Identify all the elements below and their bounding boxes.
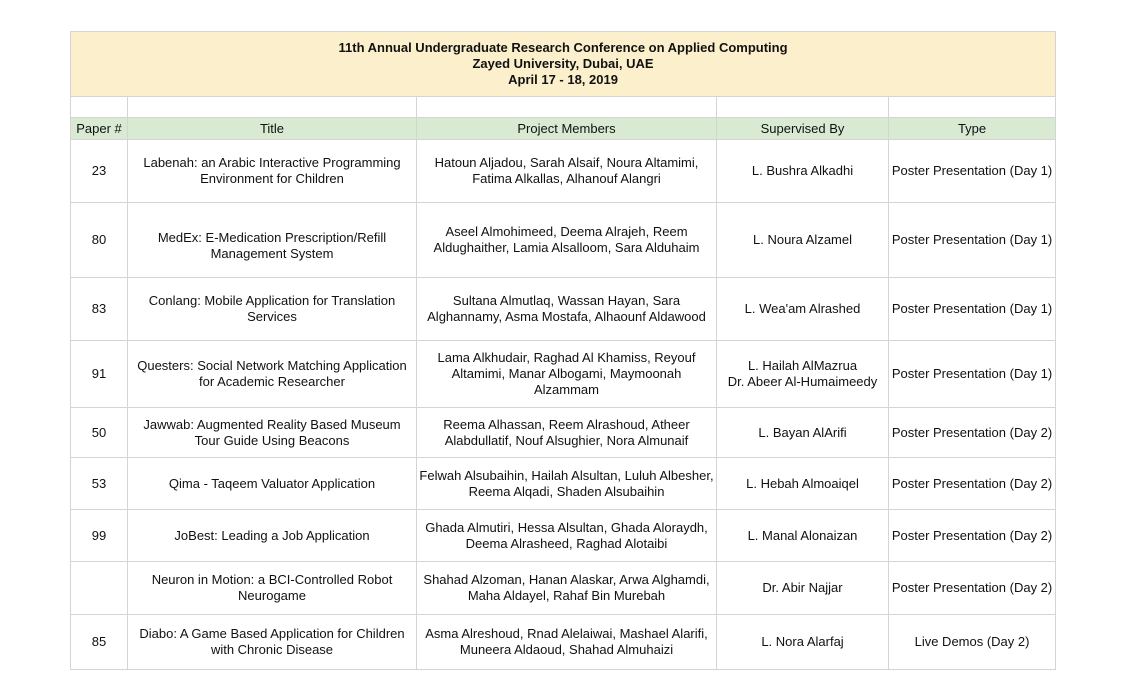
empty-cell[interactable] (717, 97, 889, 118)
type-cell[interactable]: Poster Presentation (Day 2) (889, 408, 1056, 458)
header-paper-number[interactable]: Paper # (71, 118, 128, 140)
header-project-members[interactable]: Project Members (417, 118, 717, 140)
paper-number-cell[interactable] (71, 562, 128, 615)
type-cell[interactable]: Poster Presentation (Day 1) (889, 203, 1056, 278)
spacer-row (71, 97, 1056, 118)
title-cell[interactable]: Diabo: A Game Based Application for Children with Chronic Disease (128, 615, 417, 670)
supervisor-cell[interactable]: L. Bushra Alkadhi (717, 140, 889, 203)
members-cell[interactable]: Sultana Almutlaq, Wassan Hayan, Sara Alghannamy, Asma Mostafa, Alhaounf Aldawood (417, 278, 717, 341)
empty-cell[interactable] (128, 97, 417, 118)
title-cell[interactable]: Labenah: an Arabic Interactive Programming Environment for Children (128, 140, 417, 203)
type-cell[interactable]: Poster Presentation (Day 2) (889, 458, 1056, 510)
type-cell[interactable]: Poster Presentation (Day 1) (889, 140, 1056, 203)
table-row (71, 458, 1056, 510)
type-cell[interactable]: Poster Presentation (Day 1) (889, 341, 1056, 408)
conference-title-row (71, 32, 1056, 97)
paper-number-cell[interactable]: 83 (71, 278, 128, 341)
members-cell[interactable]: Aseel Almohimeed, Deema Alrajeh, Reem Aldughaither, Lamia Alsalloom, Sara Alduhaim (417, 203, 717, 278)
title-cell[interactable]: MedEx: E-Medication Prescription/Refill Management System (128, 203, 417, 278)
table-row (71, 562, 1056, 615)
table-row (71, 278, 1056, 341)
paper-number-cell[interactable]: 80 (71, 203, 128, 278)
title-cell[interactable]: Jawwab: Augmented Reality Based Museum Tour Guide Using Beacons (128, 408, 417, 458)
type-cell[interactable]: Poster Presentation (Day 2) (889, 562, 1056, 615)
empty-cell[interactable] (71, 97, 128, 118)
supervisor-cell[interactable]: L. Nora Alarfaj (717, 615, 889, 670)
members-cell[interactable]: Lama Alkhudair, Raghad Al Khamiss, Reyouf Altamimi, Manar Albogami, Maymoonah Alzammam (417, 341, 717, 408)
empty-cell[interactable] (889, 97, 1056, 118)
type-cell[interactable]: Live Demos (Day 2) (889, 615, 1056, 670)
paper-number-cell[interactable]: 53 (71, 458, 128, 510)
supervisor-cell[interactable]: L. Manal Alonaizan (717, 510, 889, 562)
title-cell[interactable]: Qima - Taqeem Valuator Application (128, 458, 417, 510)
supervisor-cell[interactable]: Dr. Abir Najjar (717, 562, 889, 615)
members-cell[interactable]: Ghada Almutiri, Hessa Alsultan, Ghada Aloraydh, Deema Alrasheed, Raghad Alotaibi (417, 510, 717, 562)
paper-number-cell[interactable]: 99 (71, 510, 128, 562)
supervisor-cell[interactable]: L. Hebah Almoaiqel (717, 458, 889, 510)
header-type[interactable]: Type (889, 118, 1056, 140)
paper-number-cell[interactable]: 85 (71, 615, 128, 670)
conference-dates: April 17 - 18, 2019 (508, 72, 618, 87)
members-cell[interactable]: Hatoun Aljadou, Sarah Alsaif, Noura Altamimi, Fatima Alkallas, Alhanouf Alangri (417, 140, 717, 203)
supervisor-cell[interactable]: L. Bayan AlArifi (717, 408, 889, 458)
title-cell[interactable]: Questers: Social Network Matching Application for Academic Researcher (128, 341, 417, 408)
table-row (71, 341, 1056, 408)
members-cell[interactable]: Asma Alreshoud, Rnad Alelaiwai, Mashael Alarifi, Muneera Aldaoud, Shahad Almuhaizi (417, 615, 717, 670)
schedule-table (70, 31, 1056, 670)
conference-title-cell[interactable] (71, 32, 1056, 97)
supervisor-cell[interactable]: L. Noura Alzamel (717, 203, 889, 278)
co-supervisor-name: Dr. Abeer Al-Humaimeedy (727, 374, 878, 389)
title-cell[interactable]: Neuron in Motion: a BCI-Controlled Robot Neurogame (128, 562, 417, 615)
title-cell[interactable]: JoBest: Leading a Job Application (128, 510, 417, 562)
conference-name: 11th Annual Undergraduate Research Conference on Applied Computing (338, 40, 788, 55)
members-cell[interactable]: Shahad Alzoman, Hanan Alaskar, Arwa Alghamdi, Maha Aldayel, Rahaf Bin Murebah (417, 562, 717, 615)
title-cell[interactable]: Conlang: Mobile Application for Translation Services (128, 278, 417, 341)
table-row (71, 408, 1056, 458)
header-supervised-by[interactable]: Supervised By (717, 118, 889, 140)
header-title[interactable]: Title (128, 118, 417, 140)
paper-number-cell[interactable]: 23 (71, 140, 128, 203)
table-row (71, 615, 1056, 670)
column-header-row (71, 118, 1056, 140)
type-cell[interactable]: Poster Presentation (Day 2) (889, 510, 1056, 562)
conference-venue: Zayed University, Dubai, UAE (472, 56, 654, 71)
table-row (71, 510, 1056, 562)
supervisor-cell[interactable] (717, 341, 889, 408)
paper-number-cell[interactable]: 91 (71, 341, 128, 408)
table-row (71, 203, 1056, 278)
supervisor-name: L. Hailah AlMazrua (747, 358, 858, 373)
paper-number-cell[interactable]: 50 (71, 408, 128, 458)
type-cell[interactable]: Poster Presentation (Day 1) (889, 278, 1056, 341)
members-cell[interactable]: Reema Alhassan, Reem Alrashoud, Atheer Alabdullatif, Nouf Alsughier, Nora Almunaif (417, 408, 717, 458)
empty-cell[interactable] (417, 97, 717, 118)
supervisor-cell[interactable]: L. Wea'am Alrashed (717, 278, 889, 341)
members-cell[interactable]: Felwah Alsubaihin, Hailah Alsultan, Luluh Albesher, Reema Alqadi, Shaden Alsubaihin (417, 458, 717, 510)
table-row (71, 140, 1056, 203)
